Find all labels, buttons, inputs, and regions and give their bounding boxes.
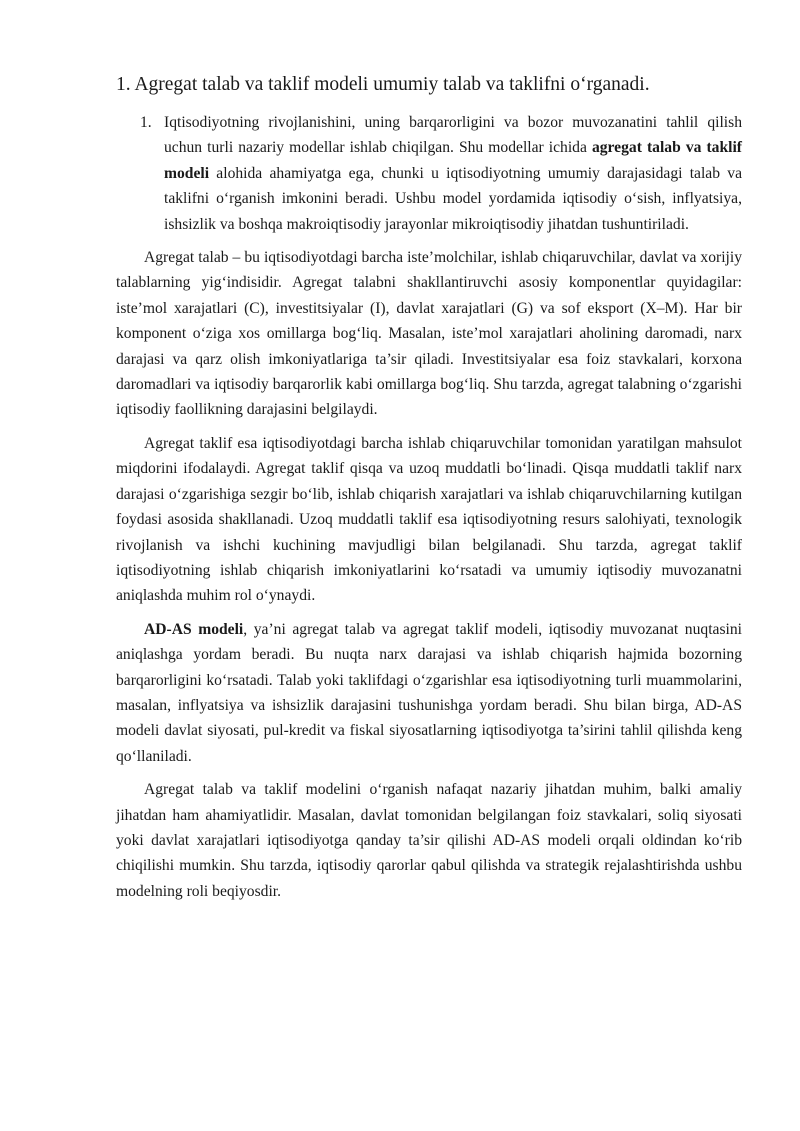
document-page [116, 72, 742, 912]
list-item-number: 1. [140, 114, 152, 131]
numbered-list-item [140, 110, 742, 237]
paragraph-aggregate-demand: Agregat talab – bu iqtisodiyotdagi barcha iste’molchilar, ishlab chiqaruvchilar, davlat va xorijiy talablarning yig‘indisidir. Agregat talabni shakllantiruvchi asosiy komponentlar quyidagilar: iste’mol xarajatlari (C), investitsiyalar (I), davlat xarajatlari (G) va sof eksport (X–M). Har bir komponent o‘ziga xos omillarga bog‘liq. Masalan, iste’mol xarajatlari aholining daromadi, narx darajasi va qarz olish imkoniyatlariga ta’sir qiladi. Investitsiyalar esa foiz stavkalari, korxona daromadlari va iqtisodiy barqarorlik kabi omillarga bog‘liq. Shu tarzda, agregat talabning o‘zgarishi iqtisodiy faollikning darajasini belgilaydi. [116, 249, 742, 419]
paragraph-ad-as-model [116, 617, 742, 769]
paragraph-aggregate-supply: Agregat taklif esa iqtisodiyotdagi barcha ishlab chiqaruvchilar tomonidan yaratilgan mahsulot miqdorini ifodalaydi. Agregat taklif qisqa va uzoq muddatli bo‘linadi. Qisqa muddatli taklif narx darajasi o‘zgarishiga sezgir bo‘lib, ishlab chiqarish xarajatlari va ishlab chiqaruvchilarning kutilgan foydasi asosida shakllanadi. Uzoq muddatli taklif esa iqtisodiyotning resurs salohiyati, texnologik rivojlanish va ishchi kuchining mavjudligi bilan belgilanadi. Shu tarzda, agregat taklif iqtisodiyotning ishlab chiqarish imkoniyatlarini ko‘rsatadi va umumiy iqtisodiy muvozanatni aniqlashda muhim rol o‘ynaydi. [116, 434, 742, 605]
ad-as-paragraph-text: , ya’ni agregat talab va agregat taklif modeli, iqtisodiy muvozanat nuqtasini aniqlashga yordam beradi. Bu nuqta narx darajasi va ishlab chiqarish hajmida bozorning barqarorligini ko‘rsatadi. Talab yoki taklifdagi o‘zgarishlar esa iqtisodiyotning turli muammolarini, masalan, inflyatsiya va ishsizlik darajasini tushunishga yordam beradi. Shu bilan birga, AD-AS modeli davlat siyosati, pul-kredit va fiskal siyosatlarning iqtisodiyotga ta’sirini tahlil qilishda keng qo‘llaniladi. [116, 620, 742, 765]
list-item-text-start: Iqtisodiyotning rivojlanishini, uning barqarorligini va bozor muvozanatini tahlil qilish uchun turli nazariy modellar ishlab chiqilgan. Shu modellar ichida [164, 114, 742, 157]
list-item-bold-term: agregat talab va taklif modeli [164, 139, 742, 182]
paragraph-practical-importance: Agregat talab va taklif modelini o‘rganish nafaqat nazariy jihatdan muhim, balki amaliy jihatdan ham ahamiyatlidir. Masalan, davlat tomonidan belgilangan foiz stavkalari, soliq siyosati yoki davlat xarajatlari iqtisodiyotga qanday ta’sir qilishi AD-AS modeli orqali oldindan ko‘rib chiqilishi mumkin. Shu tarzda, iqtisodiy qarorlar qabul qilishda va strategik rejalashtirishda ushbu modelning roli beqiyosdir. [116, 781, 742, 900]
heading-text: Agregat talab va taklif modeli umumiy talab va taklifni o‘rganadi. [134, 74, 650, 95]
list-item-text [164, 110, 742, 237]
section-heading [116, 72, 742, 98]
ad-as-bold-term: AD-AS modeli [144, 620, 244, 638]
list-item-text-end: alohida ahamiyatga ega, chunki u iqtisodiyotning umumiy darajasidagi talab va taklifni o‘rganish imkonini beradi. Ushbu model yordamida iqtisodiy o‘sish, inflyatsiya, ishsizlik va boshqa makroiqtisodiy jarayonlar mikroiqtisodiy jihatdan tushuntiriladi. [164, 164, 742, 233]
heading-number: 1. [116, 74, 131, 95]
